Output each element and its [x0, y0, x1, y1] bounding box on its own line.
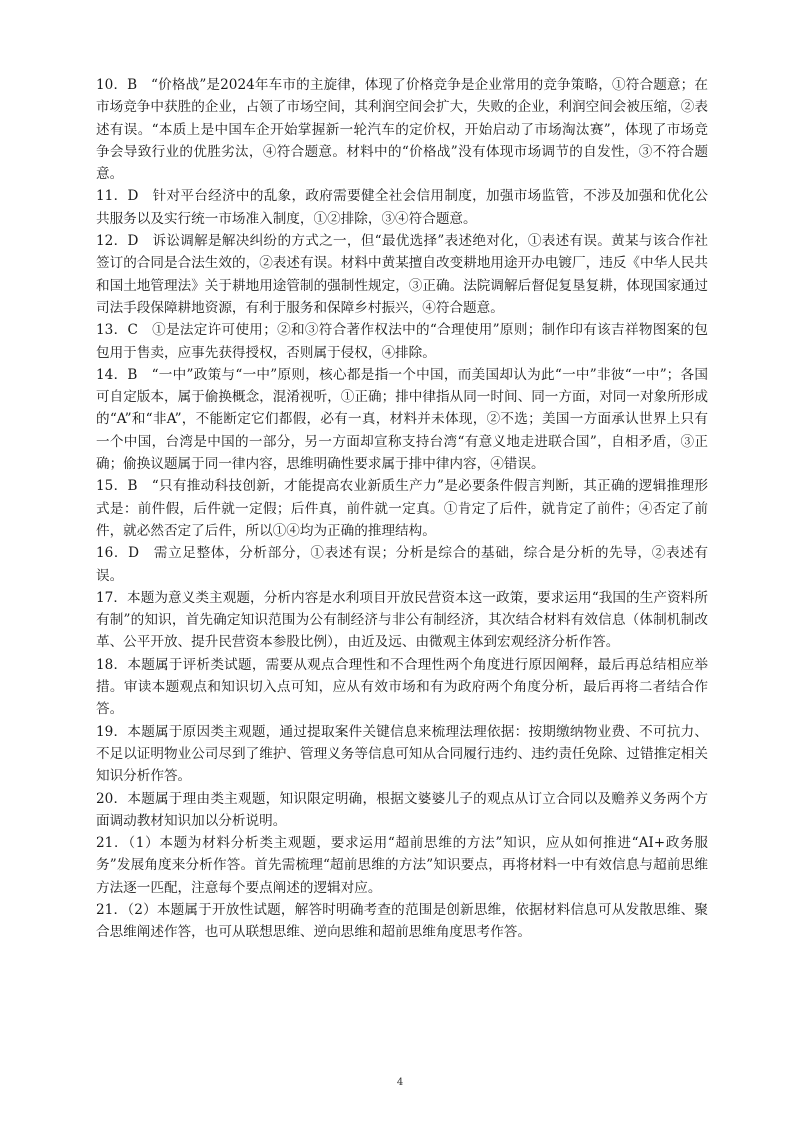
answer-10: 10．B “价格战”是2024年车市的主旋律，体现了价格竞争是企业常用的竞争策略，①符合题意；在市场竞争中获胜的企业，占领了市场空间，其利润空间会扩大，失败的企业，利润空间会被压缩，②表述有误。“本质上是中国车企开始掌握新一轮汽车的定价权，开始启动了市场淘汰赛”，体现了市场竞争会导致行业的优胜劣汰，④符合题意。材料中的“价格战”没有体现市场调节的自发性，③不符合题意。: [96, 77, 708, 183]
answer-17: 17．本题为意义类主观题，分析内容是水利项目开放民营资本这一政策，要求运用“我国的生产资料所有制”的知识，首先确定知识范围为公有制经济与非公有制经济，其次结合材料有效信息（体制机制改革、公平开放、提升民营资本参股比例），由近及远、由微观主体到宏观经济分析作答。: [96, 589, 708, 651]
answer-16: 16．D 需立足整体，分析部分，①表述有误；分析是综合的基础，综合是分析的先导，②表述有误。: [96, 545, 708, 584]
answer-21-part-2: 21．（2）本题属于开放性试题，解答时明确考查的范围是创新思维，依据材料信息可从发散思维、聚合思维阐述作答，也可从联想思维、逆向思维和超前思维角度思考作答。: [96, 901, 708, 941]
answer-15: 15．B “只有推动科技创新，才能提高农业新质生产力”是必要条件假言判断，其正确的逻辑推理形式是：前件假，后件就一定假；后件真，前件就一定真。①肯定了后件，就肯定了前件；④否定了前件，就必然否定了后件，所以①④均为正确的推理结构。: [96, 478, 708, 539]
answer-14: 14．B “一中”政策与“一中”原则，核心都是指一个中国，而美国却认为此“一中”非彼“一中”；各国可自定版本，属于偷换概念，混淆视听，①正确；排中律指从同一时间、同一方面，对同一对象所形成的“A”和“非A”，不能断定它们都假，必有一真，材料并未体现，②不选；美国一方面承认世界上只有一个中国，台湾是中国的一部分，另一方面却宣称支持台湾“有意义地走进联合国”，自相矛盾，③正确；偷换议题属于同一律内容，思维明确性要求属于排中律内容，④错误。: [96, 366, 708, 473]
answer-explanations: [96, 74, 708, 944]
answer-13: 13．C ①是法定许可使用；②和③符合著作权法中的“合理使用”原则；制作印有该吉祥物图案的包包用于售卖，应事先获得授权，否则属于侵权，④排除。: [96, 322, 708, 361]
answer-12: 12．D 诉讼调解是解决纠纷的方式之一，但“最优选择”表述绝对化，①表述有误。黄某与该合作社签订的合同是合法生效的，②表述有误。材料中黄某擅自改变耕地用途开办电镀厂，违反《中华人民共和国土地管理法》关于耕地用途管制的强制性规定，③正确。法院调解后督促复垦复耕，体现国家通过司法手段保障耕地资源，有利于服务和保障乡村振兴，④符合题意。: [96, 233, 708, 316]
page-number: 4: [396, 1077, 404, 1088]
answer-19: 19．本题属于原因类主观题，通过提取案件关键信息来梳理法理依据：按期缴纳物业费、不可抗力、不足以证明物业公司尽到了维护、管理义务等信息可知从合同履行违约、违约责任免除、过错推定相关知识分析作答。: [96, 723, 708, 785]
answer-20: 20．本题属于理由类主观题，知识限定明确，根据文婆婆儿子的观点从订立合同以及赡养义务两个方面调动教材知识加以分析说明。: [96, 790, 708, 829]
answer-18: 18．本题属于评析类试题，需要从观点合理性和不合理性两个角度进行原因阐释，最后再总结相应举措。审读本题观点和知识切入点可知，应从有效市场和有为政府两个角度分析，最后再将二者结合作答。: [96, 656, 708, 718]
answer-11: 11．D 针对平台经济中的乱象，政府需要健全社会信用制度，加强市场监管，不涉及加强和优化公共服务以及实行统一市场准入制度，①②排除，③④符合题意。: [96, 188, 708, 227]
answer-21-part-1: 21．（1）本题为材料分析类主观题，要求运用“超前思维的方法”知识，应从如何推进“AI+政务服务”发展角度来分析作答。首先需梳理“超前思维的方法”知识要点，再将材料一中有效信息与超前思维方法逐一匹配，注意每个要点阐述的逻辑对应。: [96, 835, 708, 896]
